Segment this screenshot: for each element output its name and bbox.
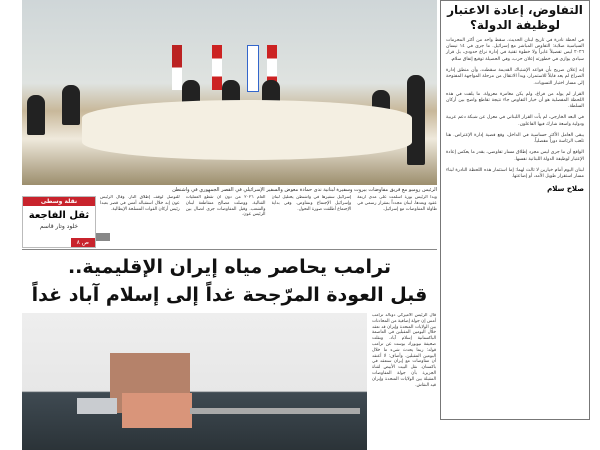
main-headline [22,253,437,309]
paragraph: في البعد الخارجي، لم يأت القرار اللبناني في معزل عن شبكة دعم عربية ودولية واسعة شارك فيها الفاعلون. [446,115,584,127]
text-column: وبدأ الرئيس بورة أسلمت على مدى أربعة عقود وبعدها، لبنان مجدداً بمقرار رسمي في طاولة المفاوضات مع إسرائيل. [357,195,437,212]
distant-ship [190,408,360,414]
flag [212,45,222,90]
paragraph: لبنان اليوم أمام خيارين لا ثالث لهما: إما استثمار هذه اللحظة النادرة لبناء مسار استقرار طويل الأمد، أو إضاعتها. [446,167,584,180]
column-teaser[interactable] [22,196,96,248]
paragraph: القرار لم يولد من فراغ، ولم يكن مغامرة معزولة. ما يلفت في هذه اللحظة المفصلية هو أن خيار التفاوض جاء نتيجة تقاطع واضح بين أركان السلطة. [446,91,584,110]
person [27,95,45,135]
ship-story-text: قال الرئيس الأميركي دونالد ترامب أمس إن جولة إضافية من المحادثات بين الولايات المتحدة وإيران قد تعقد خلال اليومين المقبلين في العاصمة الباكستانية إسلام آباد. ونقلت صحيفة نيويورك بوست عن ترامب قوله: ربما يحدث شيء ما خلال اليومين المقبلين. وأضاف: لا أعتقد أن مفاوضات مع إيران ستعقد في باكستان. نقل البيت الأبيض لقناة الجزيرة بأن جولة المفاوضات المقبلة بين الولايات المتحدة وإيران قيد النقاش. [372,313,436,388]
flag [247,45,259,92]
divider [22,249,437,250]
article-title: التفاوض، إعادة الاعتبار لوظيفة الدولة؟ [447,3,583,32]
lead-story-columns [100,195,437,245]
ship-bow [122,393,192,428]
person [62,85,80,125]
distant-ship [77,398,117,414]
paragraph: إنه إعلان صريح بأن قواعد الإشتباك القديمة سقطت، وأن منطق إدارة الصراع لم يعد قابلاً للاستمرار، وبدأ الانتقال من مرحلة المواجهة المفتوحة إلى مسار اختبار التسويات. [446,67,584,86]
meeting-table [82,100,412,160]
photo-caption: الرئيس رومبو مع فريق مفاوضات بيروت وسفيرة لبنانية ندى حمادة معوض والسفير الإسرائيلي في القصر الجمهوري في واشنطن [172,187,437,193]
paragraph: الواقع أن ما جرى ليس مجرد إطلاق مسار تفاوضي، بقدر ما يعكس إعادة الإعتبار لوظيفة الدولة اللبنانية نفسها. [446,150,584,162]
flag [172,45,182,90]
column-title: ثقل الفاجعة [28,210,90,221]
tanker-photo [22,313,367,450]
opinion-article [440,0,590,420]
column-author: خلود وتار قاسم [39,223,79,230]
headline-line: قبل العودة المرّجحة غداً إلى إسلام آباد غداً [31,284,428,306]
article-author: صلاح سلام [547,185,584,194]
text-column: للتوصل لوقف إطلاق النار. وقال الرئيس عون إنه خلال استقباله أمس في قصر بعبدا رئيس أركان القوات المسلحة الإيطالية. [100,195,180,212]
paragraph: يبقى العامل الأكثر حساسية في الداخل، وقع قضية إدارة الإعتراض. هنا تلعب الرئاسة دوراً مفصلياً. [446,132,584,145]
column-banner: نقلة وسطى [23,197,95,206]
paragraph: في لحظة نادرة في تاريخ لبنان الحديث، سقط واحد من أكثر المحرمات السياسية صلابة: التفاوض المباشر مع إسرائيل. ما جرى في ١٤ نيسان ٢٠٢٦ ليس تفصيلاً عابراً ولا خطوة تقنية في إدارة نزاع حدودي، بل قرار سيادي يوازي في خطورته إعلان حرب، وفي الحصيلة توقيع إتفاق سلام. [446,37,584,62]
text-column: إسرائيل سفيرها في واشنطن يحتليل لبنان وإسرائيل الإجتماع ونتفاوض. وفي بداية الإجتماع أطلقت صورة التحول. [271,195,352,212]
meeting-photo [22,0,437,185]
headline-line: ترامب يحاصر مياه إيران الإقليمية.. [67,256,392,278]
continue-arrow-icon [96,233,110,241]
text-column: العام ٢٠٢٦ من دون أن تقطع العمليات القتالية. ووصلت مصالح متقاطعة لبنان والشعب. وقبل المفاوضات جرى اتصال بين الرئيس عون. [185,195,266,218]
page-reference: ص ٨ [71,238,95,247]
